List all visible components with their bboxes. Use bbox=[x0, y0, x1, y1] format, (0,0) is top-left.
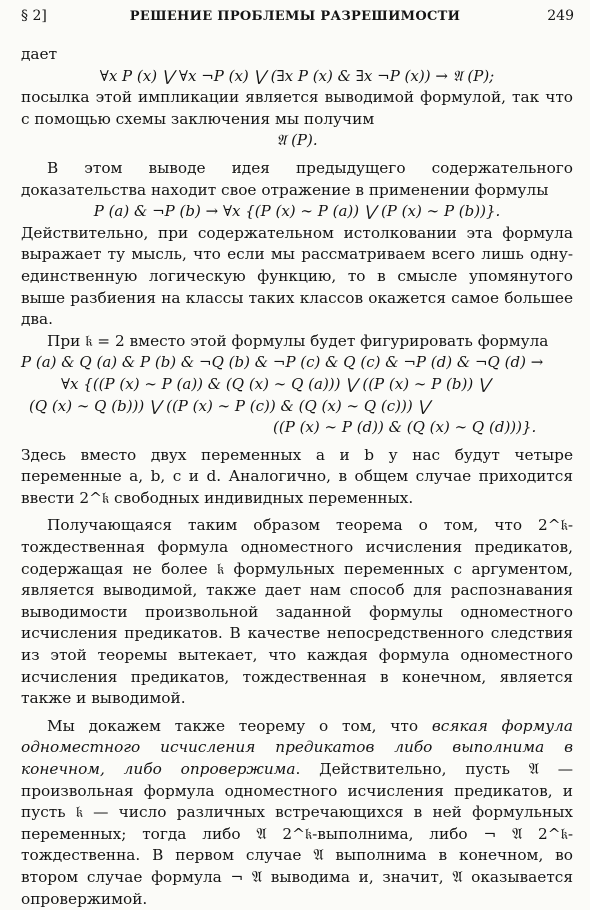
running-title: РЕШЕНИЕ ПРОБЛЕМЫ РАЗРЕШИМОСТИ bbox=[129, 9, 461, 24]
running-header bbox=[0, 6, 590, 26]
formula-4-line: P (a) & Q (a) & P (b) & ¬Q (b) & ¬P (c) & Q (c) & ¬P (d) & ¬Q (d) → bbox=[21, 353, 544, 372]
formula-4-line: ∀x {((P (x) ∼ P (a)) & (Q (x) ∼ Q (a))) ⋁ ((P (x) ∼ P (b)) ⋁ bbox=[61, 374, 491, 393]
paragraph-2: В этом выводе идея предыдущего содержательного доказательства находит свое отражение в применении формулы bbox=[21, 158, 573, 199]
paragraph-5: Здесь вместо двух переменных a и b у нас будут четыре переменные a, b, c и d. Аналогично, в общем случае приходится ввести 2^𝔨 свободных индивидных переменных. bbox=[21, 445, 573, 507]
page-number: 249 bbox=[547, 8, 574, 24]
paragraph-7-text: . Действительно, пусть 𝔄 — произвольная формула одноместного исчисления предикатов, и пусть 𝔨 — число различных встречающихся в ней формульных переменных; тогда либо 𝔄 2^𝔨-выполнима, либо ¬ 𝔄 2^𝔨-тождественна. В первом случае 𝔄 выполнима в конечном, во втором случае формула ¬ 𝔄 выводима и, значит, 𝔄 оказывается опровержимой. bbox=[21, 760, 573, 908]
paragraph-7 bbox=[21, 716, 573, 910]
formula-4 bbox=[21, 352, 573, 438]
paragraph-1: посылка этой импликации является выводимой формулой, так что с помощью схемы заключения мы получим bbox=[21, 88, 573, 128]
paragraph-3: Действительно, при содержательном истолковании эта формула выражает ту мысль, что если мы рассматриваем всего лишь одну-единственную логическую функцию, то в смысле упомянутого выше разбиения на классы таких классов окажется самое большее два. bbox=[21, 223, 573, 329]
paragraph-6: Получающаяся таким образом теорема о том, что 2^𝔨-тождественная формула одноместного исчисления предикатов, содержащая не более 𝔨 формульных переменных с аргументом, является выводимой, также дает нам способ для распознавания выводимости произвольной заданной формулы одноместного исчисления предикатов. В качестве непосредственного следствия из этой теоремы вытекает, что каждая формула одноместного исчисления предикатов, тождественная в конечном, является также и выводимой. bbox=[21, 516, 573, 708]
theorem-statement: всякая формула одноместного исчисления предикатов либо выполнима в конечном, либо опровержима bbox=[21, 716, 574, 778]
section-marker: § 2] bbox=[21, 8, 47, 24]
formula-1: ∀x P (x) ⋁ ∀x ¬P (x) ⋁ (∃x P (x) & ∃x ¬P (x)) → 𝔄 (P); bbox=[99, 66, 495, 85]
paragraph-4: При 𝔨 = 2 вместо этой формулы будет фигурировать формула bbox=[47, 331, 549, 350]
paragraph-7-text: Мы докажем также теорему о том, что bbox=[47, 716, 432, 735]
formula-4-line: ((P (x) ∼ P (d)) & (Q (x) ∼ Q (d)))}. bbox=[273, 418, 537, 437]
formula-3: P (a) & ¬P (b) → ∀x {(P (x) ∼ P (a)) ⋁ (P (x) ∼ P (b))}. bbox=[93, 202, 501, 221]
formula-4-line: (Q (x) ∼ Q (b))) ⋁ ((P (x) ∼ P (c)) & (Q (x) ∼ Q (c))) ⋁ bbox=[29, 396, 430, 415]
page-body bbox=[21, 44, 573, 910]
formula-2: 𝔄 (P). bbox=[276, 131, 318, 150]
text-line: дает bbox=[21, 45, 58, 63]
